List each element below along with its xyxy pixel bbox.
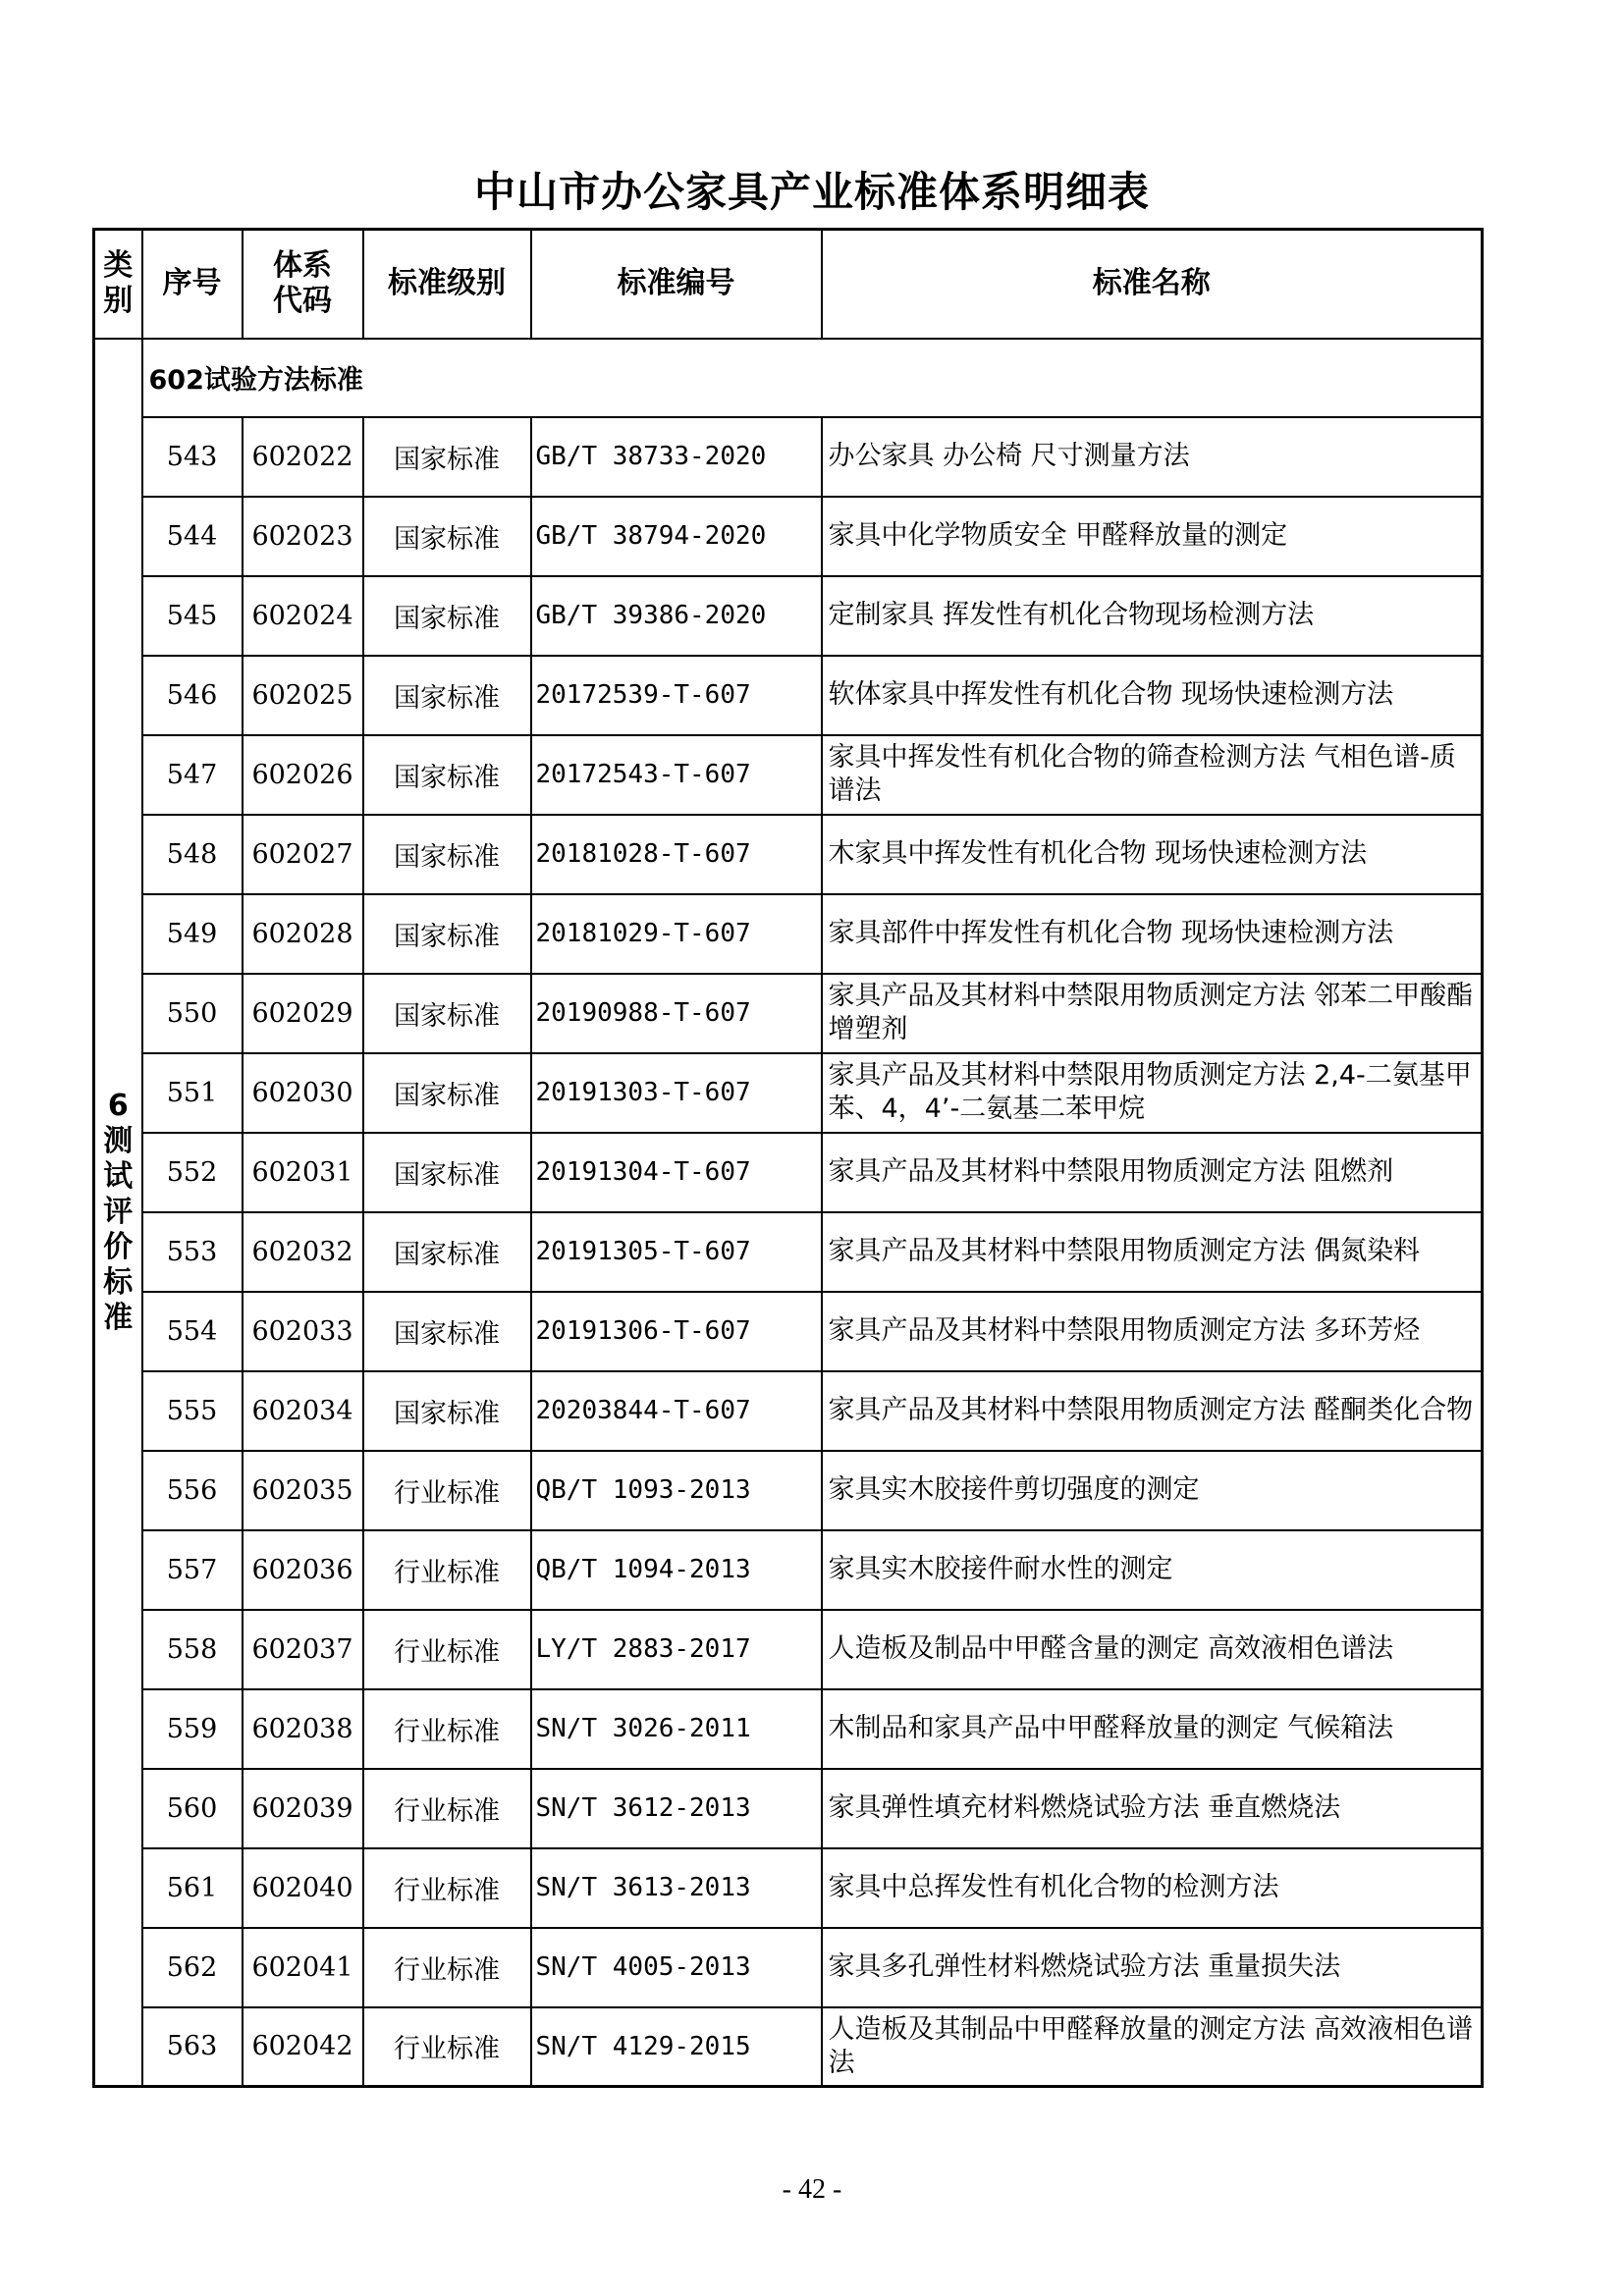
header-category: 类 别 [94,230,142,339]
system-code-cell: 602027 [243,815,363,894]
standard-name-cell: 家具产品及其材料中禁限用物质测定方法 邻苯二甲酸酯增塑剂 [822,974,1483,1053]
category-cell: 6 测 试 评 价 标 准 [94,339,142,2087]
level-cell: 国家标准 [363,1212,531,1292]
table-row [94,1451,1483,1530]
page-number: - 42 - [782,2174,842,2205]
seq-cell: 554 [142,1292,243,1371]
system-code-cell: 602025 [243,656,363,735]
standard-name-cell: 家具产品及其材料中禁限用物质测定方法 偶氮染料 [822,1212,1483,1292]
header-number: 标准编号 [531,230,822,339]
level-cell: 行业标准 [363,1530,531,1610]
standard-number-cell: QB/T 1093-2013 [531,1451,822,1530]
level-cell: 行业标准 [363,1689,531,1769]
standard-name-cell: 家具实木胶接件耐水性的测定 [822,1530,1483,1610]
table-row [94,1928,1483,2007]
seq-cell: 549 [142,894,243,974]
system-code-cell: 602031 [243,1133,363,1212]
standard-number-cell: SN/T 3613-2013 [531,1848,822,1928]
level-cell: 国家标准 [363,1053,531,1133]
level-cell: 国家标准 [363,656,531,735]
standard-number-cell: GB/T 38794-2020 [531,497,822,576]
seq-cell: 561 [142,1848,243,1928]
seq-cell: 559 [142,1689,243,1769]
standard-number-cell: 20203844-T-607 [531,1371,822,1451]
level-cell: 国家标准 [363,1292,531,1371]
standard-name-cell: 木制品和家具产品中甲醛释放量的测定 气候箱法 [822,1689,1483,1769]
standard-number-cell: 20191304-T-607 [531,1133,822,1212]
standard-number-cell: 20191303-T-607 [531,1053,822,1133]
system-code-cell: 602030 [243,1053,363,1133]
standard-number-cell: QB/T 1094-2013 [531,1530,822,1610]
seq-cell: 555 [142,1371,243,1451]
seq-cell: 558 [142,1610,243,1689]
seq-cell: 547 [142,735,243,815]
standard-number-cell: SN/T 4129-2015 [531,2007,822,2087]
standard-number-cell: GB/T 39386-2020 [531,576,822,656]
standard-number-cell: SN/T 3612-2013 [531,1769,822,1848]
page-title: 中山市办公家具产业标准体系明细表 [473,168,1150,216]
standard-number-cell: SN/T 3026-2011 [531,1689,822,1769]
seq-cell: 562 [142,1928,243,2007]
table-row [94,417,1483,497]
seq-cell: 553 [142,1212,243,1292]
standard-name-cell: 木家具中挥发性有机化合物 现场快速检测方法 [822,815,1483,894]
level-cell: 行业标准 [363,1769,531,1848]
standard-name-cell: 人造板及制品中甲醛含量的测定 高效液相色谱法 [822,1610,1483,1689]
header-row [94,230,1483,339]
table-row [94,656,1483,735]
seq-cell: 563 [142,2007,243,2087]
header-code: 体系 代码 [243,230,363,339]
seq-cell: 550 [142,974,243,1053]
seq-cell: 546 [142,656,243,735]
standard-name-cell: 家具弹性填充材料燃烧试验方法 垂直燃烧法 [822,1769,1483,1848]
system-code-cell: 602023 [243,497,363,576]
standard-name-cell: 家具多孔弹性材料燃烧试验方法 重量损失法 [822,1928,1483,2007]
system-code-cell: 602029 [243,974,363,1053]
header-level: 标准级别 [363,230,531,339]
standard-name-cell: 定制家具 挥发性有机化合物现场检测方法 [822,576,1483,656]
standard-name-cell: 软体家具中挥发性有机化合物 现场快速检测方法 [822,656,1483,735]
standard-number-cell: SN/T 4005-2013 [531,1928,822,2007]
level-cell: 国家标准 [363,576,531,656]
level-cell: 国家标准 [363,417,531,497]
system-code-cell: 602042 [243,2007,363,2087]
header-name: 标准名称 [822,230,1483,339]
seq-cell: 544 [142,497,243,576]
standard-name-cell: 家具中总挥发性有机化合物的检测方法 [822,1848,1483,1928]
system-code-cell: 602038 [243,1689,363,1769]
section-title: 602试验方法标准 [142,339,1483,417]
standard-number-cell: 20191306-T-607 [531,1292,822,1371]
system-code-cell: 602035 [243,1451,363,1530]
table-row [94,735,1483,815]
system-code-cell: 602034 [243,1371,363,1451]
table-row [94,576,1483,656]
standard-name-cell: 家具产品及其材料中禁限用物质测定方法 醛酮类化合物 [822,1371,1483,1451]
system-code-cell: 602033 [243,1292,363,1371]
seq-cell: 551 [142,1053,243,1133]
system-code-cell: 602022 [243,417,363,497]
standard-number-cell: 20190988-T-607 [531,974,822,1053]
level-cell: 国家标准 [363,1133,531,1212]
seq-cell: 560 [142,1769,243,1848]
seq-cell: 557 [142,1530,243,1610]
standard-name-cell: 办公家具 办公椅 尺寸测量方法 [822,417,1483,497]
seq-cell: 548 [142,815,243,894]
system-code-cell: 602024 [243,576,363,656]
table-row [94,894,1483,974]
standard-name-cell: 家具产品及其材料中禁限用物质测定方法 阻燃剂 [822,1133,1483,1212]
table-row [94,1053,1483,1133]
level-cell: 国家标准 [363,497,531,576]
standard-number-cell: 20172539-T-607 [531,656,822,735]
standard-name-cell: 人造板及其制品中甲醛释放量的测定方法 高效液相色谱法 [822,2007,1483,2087]
level-cell: 国家标准 [363,735,531,815]
system-code-cell: 602037 [243,1610,363,1689]
standard-name-cell: 家具产品及其材料中禁限用物质测定方法 2,4-二氨基甲苯、4，4’-二氨基二苯甲烷 [822,1053,1483,1133]
table-row [94,1848,1483,1928]
table-row [94,974,1483,1053]
level-cell: 行业标准 [363,1451,531,1530]
section-row [94,339,1483,417]
seq-cell: 543 [142,417,243,497]
level-cell: 国家标准 [363,815,531,894]
system-code-cell: 602026 [243,735,363,815]
level-cell: 国家标准 [363,1371,531,1451]
table-row [94,1371,1483,1451]
standard-number-cell: 20191305-T-607 [531,1212,822,1292]
table-row [94,1610,1483,1689]
standard-number-cell: LY/T 2883-2017 [531,1610,822,1689]
system-code-cell: 602041 [243,1928,363,2007]
level-cell: 行业标准 [363,1848,531,1928]
level-cell: 国家标准 [363,894,531,974]
standard-number-cell: 20172543-T-607 [531,735,822,815]
table-row [94,1769,1483,1848]
level-cell: 行业标准 [363,2007,531,2087]
header-seq: 序号 [142,230,243,339]
level-cell: 行业标准 [363,1928,531,2007]
seq-cell: 552 [142,1133,243,1212]
system-code-cell: 602039 [243,1769,363,1848]
table-row [94,1530,1483,1610]
standard-name-cell: 家具实木胶接件剪切强度的测定 [822,1451,1483,1530]
table-row [94,1133,1483,1212]
system-code-cell: 602040 [243,1848,363,1928]
table-row [94,497,1483,576]
table-row [94,815,1483,894]
table-row [94,1292,1483,1371]
standard-name-cell: 家具中挥发性有机化合物的筛查检测方法 气相色谱-质谱法 [822,735,1483,815]
standards-table [92,228,1484,2088]
table-row [94,1212,1483,1292]
standard-number-cell: 20181028-T-607 [531,815,822,894]
system-code-cell: 602028 [243,894,363,974]
system-code-cell: 602032 [243,1212,363,1292]
standard-name-cell: 家具中化学物质安全 甲醛释放量的测定 [822,497,1483,576]
level-cell: 行业标准 [363,1610,531,1689]
seq-cell: 556 [142,1451,243,1530]
table-row [94,2007,1483,2087]
standard-number-cell: 20181029-T-607 [531,894,822,974]
level-cell: 国家标准 [363,974,531,1053]
system-code-cell: 602036 [243,1530,363,1610]
table-row [94,1689,1483,1769]
standard-name-cell: 家具部件中挥发性有机化合物 现场快速检测方法 [822,894,1483,974]
standard-number-cell: GB/T 38733-2020 [531,417,822,497]
seq-cell: 545 [142,576,243,656]
standard-name-cell: 家具产品及其材料中禁限用物质测定方法 多环芳烃 [822,1292,1483,1371]
